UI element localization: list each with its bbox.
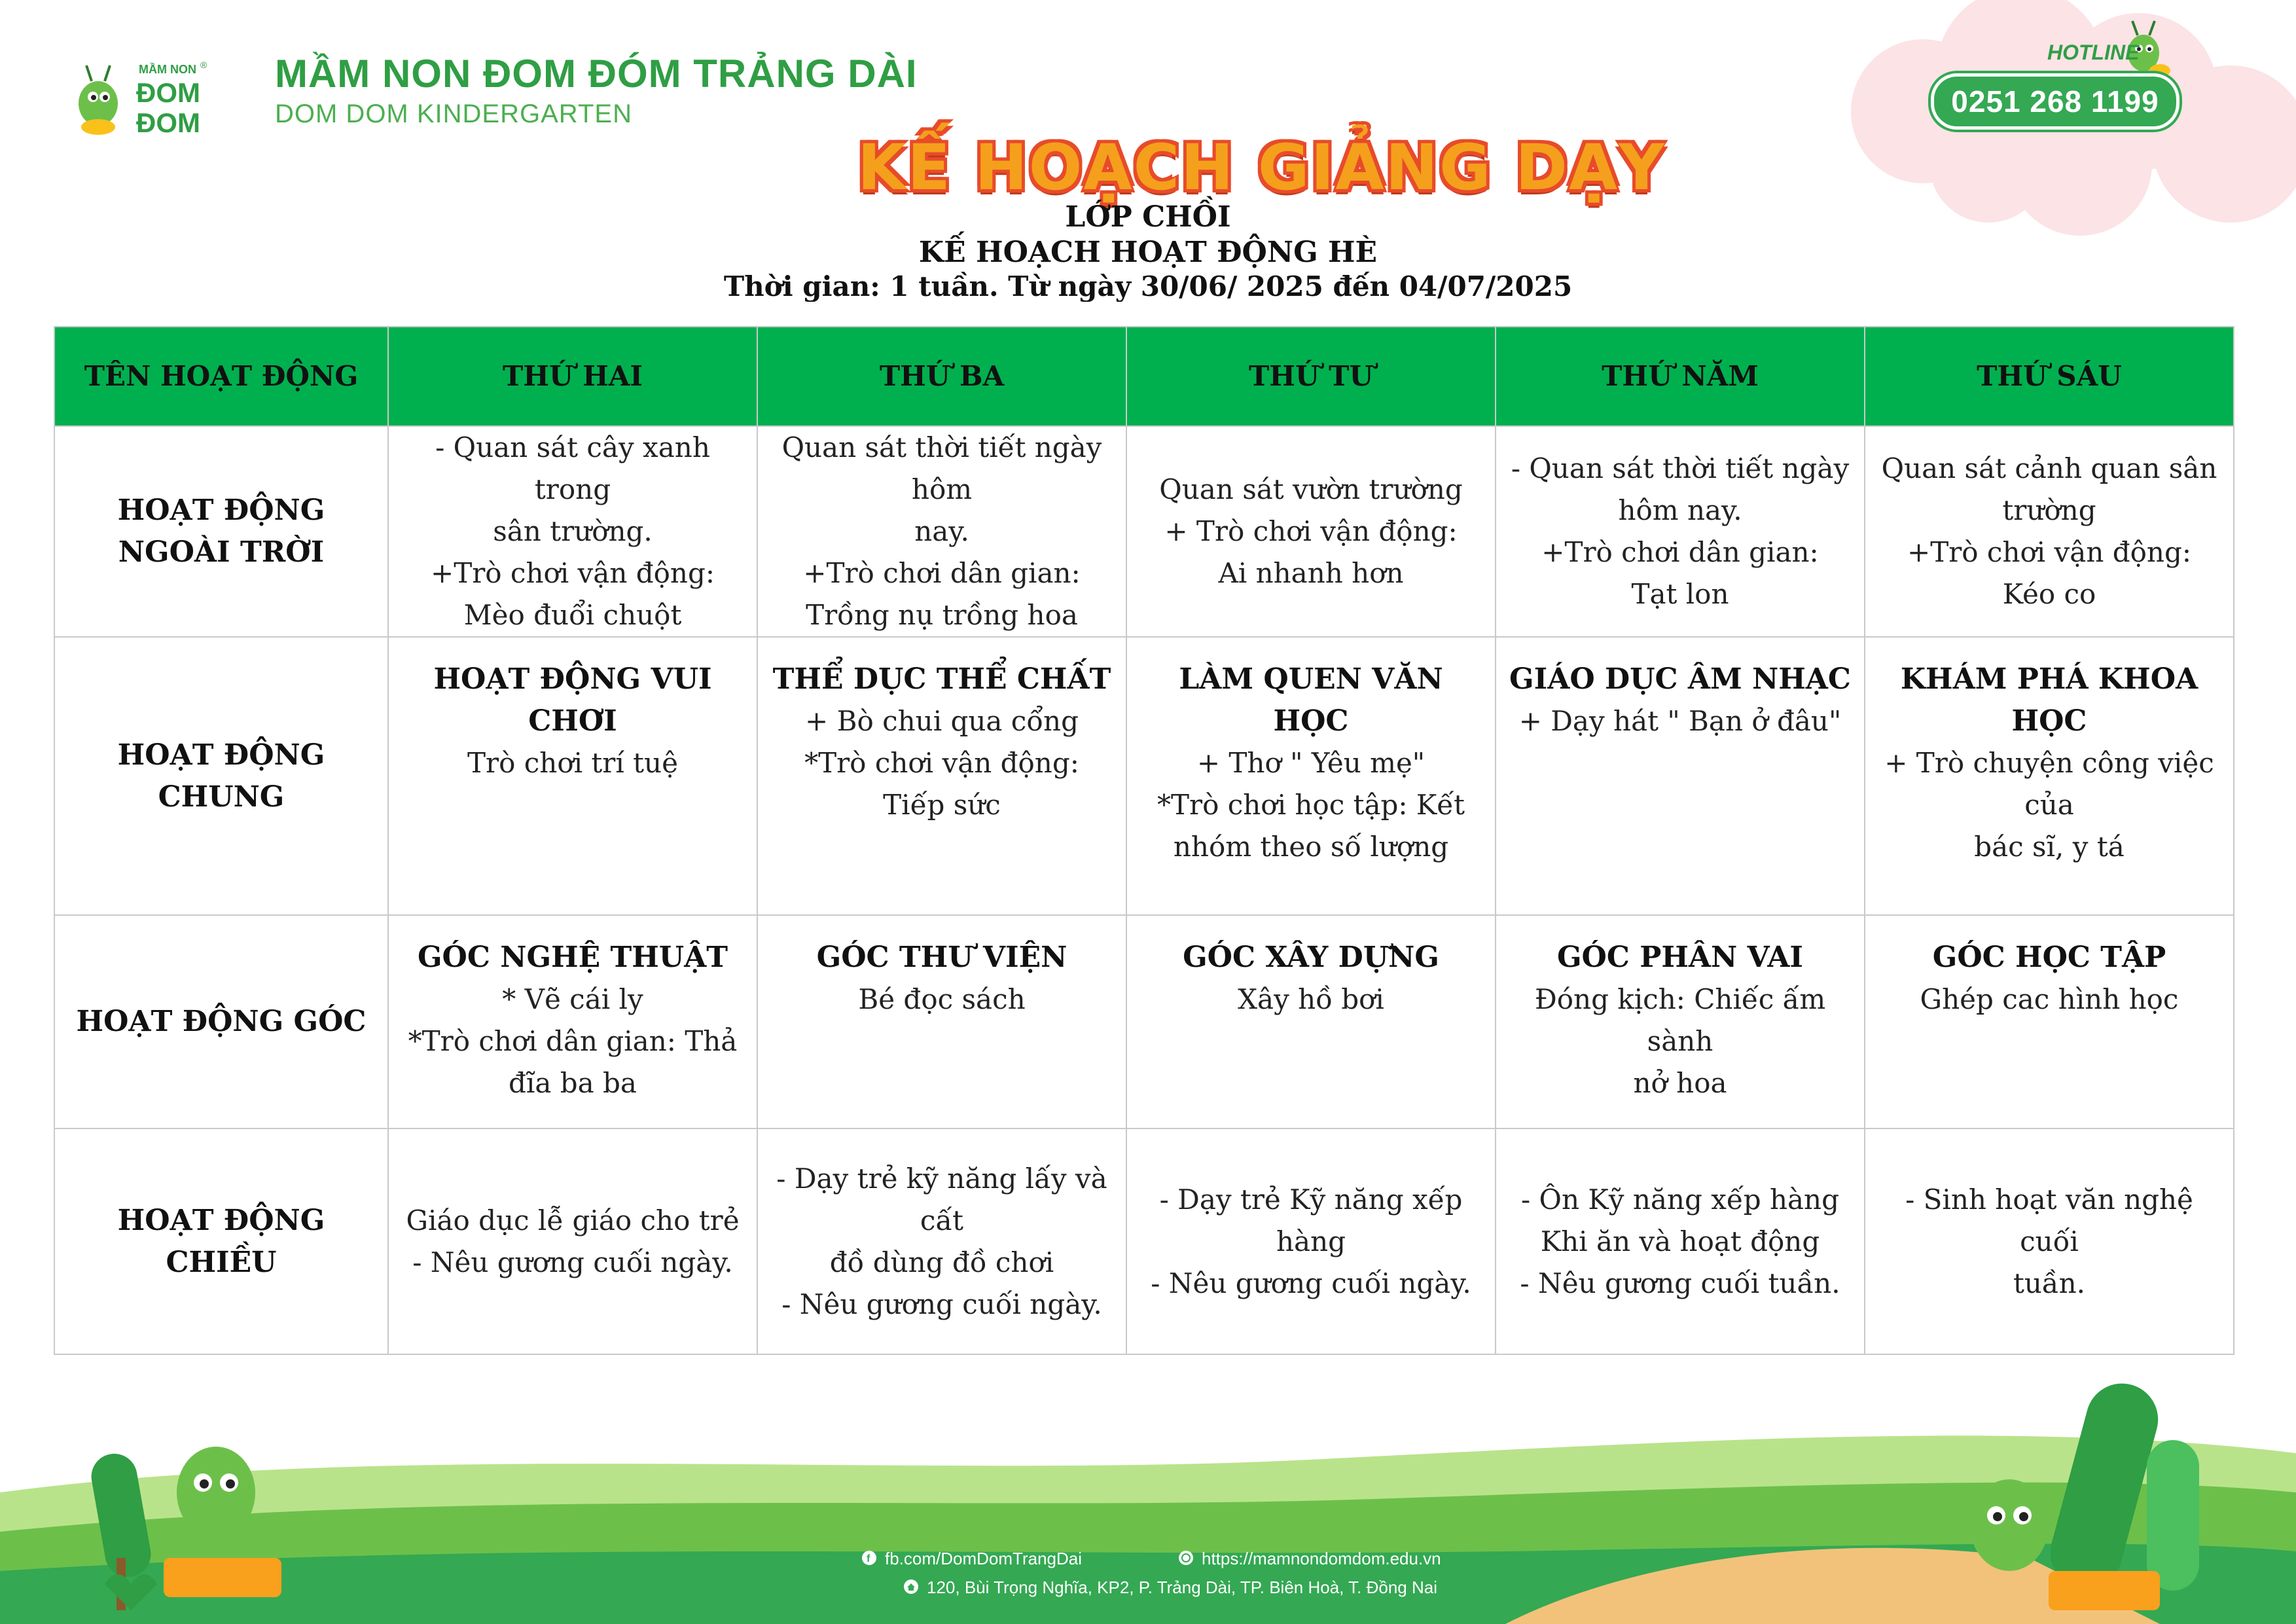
activity-name: HOẠT ĐỘNG: [117, 738, 325, 772]
activity-cell: [757, 1128, 1126, 1354]
globe-icon: [1178, 1550, 1194, 1566]
activity-title: GÓC XÂY DỰNG: [1183, 941, 1439, 974]
activity-line: +Trò chơi dân gian:: [1541, 536, 1819, 568]
activity-name: NGOÀI TRỜI: [118, 535, 325, 569]
activity-line: nở hoa: [1633, 1067, 1727, 1099]
facebook-icon: [861, 1550, 877, 1566]
column-header: TÊN HOẠT ĐỘNG: [54, 327, 388, 426]
svg-text:ĐOM: ĐOM: [136, 77, 200, 108]
activity-line: - Dạy trẻ kỹ năng lấy và cất: [776, 1162, 1107, 1236]
hotline-number[interactable]: 0251 268 1199: [1931, 73, 2179, 130]
activity-name: HOẠT ĐỘNG: [117, 494, 325, 527]
activity-line: +Trò chơi vận động:: [1907, 536, 2191, 568]
activity-line: + Thơ " Yêu mẹ": [1196, 747, 1426, 779]
activity-line: + Trò chuyện công việc của: [1884, 747, 2214, 821]
svg-text:MẦM NON: MẦM NON: [139, 63, 196, 76]
activity-cell: [1865, 1128, 2234, 1354]
activity-line: *Trò chơi dân gian: Thả: [408, 1025, 738, 1057]
activity-line: Đóng kịch: Chiếc ấm sành: [1534, 983, 1826, 1057]
activity-line: - Nêu gương cuối ngày.: [781, 1288, 1102, 1320]
activity-cell: [1496, 915, 1865, 1128]
activity-cell: [388, 637, 757, 915]
activity-cell: [1496, 1128, 1865, 1354]
activity-line: Xây hồ bơi: [1238, 983, 1384, 1015]
table-row: [54, 426, 2234, 637]
activity-line: - Quan sát thời tiết ngày: [1511, 452, 1850, 484]
activity-line: Tạt lon: [1631, 578, 1729, 610]
column-header: THỨ NĂM: [1496, 327, 1865, 426]
activity-line: Giáo dục lễ giáo cho trẻ: [406, 1204, 740, 1236]
column-header: THỨ BA: [757, 327, 1126, 426]
activity-line: Trồng nụ trồng hoa: [806, 599, 1078, 631]
activity-line: *Trò chơi vận động:: [804, 747, 1079, 779]
activity-line: hôm nay.: [1618, 494, 1742, 526]
activity-cell: [1126, 426, 1496, 637]
activity-cell: [1496, 426, 1865, 637]
svg-text:®: ®: [200, 60, 207, 70]
activity-line: Bé đọc sách: [858, 983, 1026, 1015]
activity-cell: [388, 915, 757, 1128]
hotline-label: HOTLINE: [2047, 41, 2140, 64]
activity-line: Tiếp sức: [883, 789, 1001, 821]
lesson-plan-table: [54, 326, 2234, 1355]
activity-name-cell: [54, 637, 388, 915]
home-icon: [903, 1579, 919, 1595]
footer-website[interactable]: https://mamnondomdom.edu.vn: [1202, 1549, 1441, 1568]
activity-title: KHÁM PHÁ KHOA HỌC: [1900, 662, 2198, 738]
school-subtitle: DOM DOM KINDERGARTEN: [275, 99, 632, 128]
column-header: THỨ TƯ: [1126, 327, 1496, 426]
plan-time: Thời gian: 1 tuần. Từ ngày 30/06/ 2025 đến 04/07/2025: [723, 270, 1573, 302]
activity-name: CHUNG: [158, 780, 285, 814]
table-row: [54, 915, 2234, 1128]
class-name: LỚP CHỒI: [1065, 200, 1231, 234]
activity-line: *Trò chơi học tập: Kết: [1157, 789, 1465, 821]
activity-name: HOẠT ĐỘNG CHIỀU: [117, 1203, 325, 1279]
activity-line: - Nêu gương cuối tuần.: [1520, 1267, 1840, 1299]
activity-line: Quan sát thời tiết ngày hôm: [781, 431, 1102, 505]
activity-line: Kéo co: [2002, 578, 2096, 610]
activity-title: GIÁO DỤC ÂM NHẠC: [1509, 662, 1851, 696]
activity-title: THỂ DỤC THỂ CHẤT: [772, 662, 1111, 696]
activity-line: Ghép cac hình học: [1920, 983, 2179, 1015]
activity-cell: [388, 1128, 757, 1354]
activity-line: Trò chơi trí tuệ: [467, 747, 678, 779]
activity-line: - Nêu gương cuối ngày.: [1151, 1267, 1471, 1299]
activity-line: + Bò chui qua cổng: [805, 705, 1079, 737]
activity-line: +Trò chơi vận động:: [431, 557, 715, 589]
activity-line: sân trường.: [493, 515, 653, 547]
school-name: MẦM NON ĐOM ĐÓM TRẢNG DÀI: [275, 52, 918, 96]
table-row: [54, 1128, 2234, 1354]
activity-cell: [1865, 426, 2234, 637]
activity-name: HOẠT ĐỘNG GÓC: [76, 1005, 367, 1038]
activity-line: Quan sát cảnh quan sân: [1881, 452, 2217, 484]
activity-name-cell: [54, 426, 388, 637]
column-header: THỨ HAI: [388, 327, 757, 426]
footer-facebook[interactable]: fb.com/DomDomTrangDai: [885, 1549, 1083, 1568]
activity-cell: [1496, 637, 1865, 915]
svg-text:f: f: [867, 1553, 870, 1564]
activity-cell: [388, 426, 757, 637]
activity-title: LÀM QUEN VĂN HỌC: [1179, 662, 1443, 738]
activity-line: - Quan sát cây xanh trong: [435, 431, 710, 505]
activity-line: Ai nhanh hơn: [1218, 557, 1404, 589]
activity-title: GÓC NGHỆ THUẬT: [417, 941, 728, 974]
svg-text:ĐOM: ĐOM: [136, 107, 200, 137]
activity-cell: [1126, 1128, 1496, 1354]
column-header: THỨ SÁU: [1865, 327, 2234, 426]
activity-line: + Trò chơi vận động:: [1164, 515, 1458, 547]
activity-line: * Vẽ cái ly: [502, 983, 643, 1015]
activity-line: trường: [2002, 494, 2096, 526]
activity-line: Quan sát vườn trường: [1159, 473, 1463, 505]
activity-title: GÓC PHÂN VAI: [1556, 941, 1804, 974]
activity-line: - Nêu gương cuối ngày.: [412, 1246, 733, 1278]
activity-name-cell: [54, 1128, 388, 1354]
activity-line: đĩa ba ba: [509, 1067, 637, 1099]
activity-line: Khi ăn và hoạt động: [1540, 1225, 1820, 1257]
activity-cell: [1865, 637, 2234, 915]
school-logo: [72, 59, 223, 137]
activity-line: - Ôn Kỹ năng xếp hàng: [1521, 1183, 1839, 1216]
activity-line: - Sinh hoạt văn nghệ cuối: [1905, 1183, 2193, 1257]
activity-title: GÓC HỌC TẬP: [1932, 941, 2166, 974]
activity-line: nhóm theo số lượng: [1173, 831, 1449, 863]
activity-name-cell: [54, 915, 388, 1128]
activity-line: +Trò chơi dân gian:: [803, 557, 1081, 589]
table-header-row: [54, 327, 2234, 426]
activity-cell: [757, 637, 1126, 915]
activity-line: Mèo đuổi chuột: [463, 599, 682, 631]
table-row: [54, 637, 2234, 915]
activity-cell: [1865, 915, 2234, 1128]
activity-title: GÓC THƯ VIỆN: [816, 941, 1067, 974]
activity-line: nay.: [914, 515, 969, 547]
footer-address: 120, Bùi Trọng Nghĩa, KP2, P. Trảng Dài, TP. Biên Hoà, T. Đồng Nai: [927, 1578, 1437, 1597]
plan-name: KẾ HOẠCH HOẠT ĐỘNG HÈ: [918, 236, 1378, 269]
activity-cell: [1126, 637, 1496, 915]
activity-cell: [1126, 915, 1496, 1128]
activity-line: bác sĩ, y tá: [1974, 831, 2125, 863]
activity-cell: [757, 426, 1126, 637]
activity-line: đồ dùng đồ chơi: [829, 1246, 1054, 1278]
activity-line: + Dạy hát " Bạn ở đâu": [1518, 705, 1842, 737]
activity-cell: [757, 915, 1126, 1128]
activity-title: HOẠT ĐỘNG VUI CHƠI: [433, 662, 712, 738]
page-title: KẾ HOẠCH GIẢNG DẠY: [857, 131, 1666, 204]
activity-line: - Dạy trẻ Kỹ năng xếp hàng: [1159, 1183, 1463, 1257]
activity-line: tuần.: [2013, 1267, 2086, 1299]
